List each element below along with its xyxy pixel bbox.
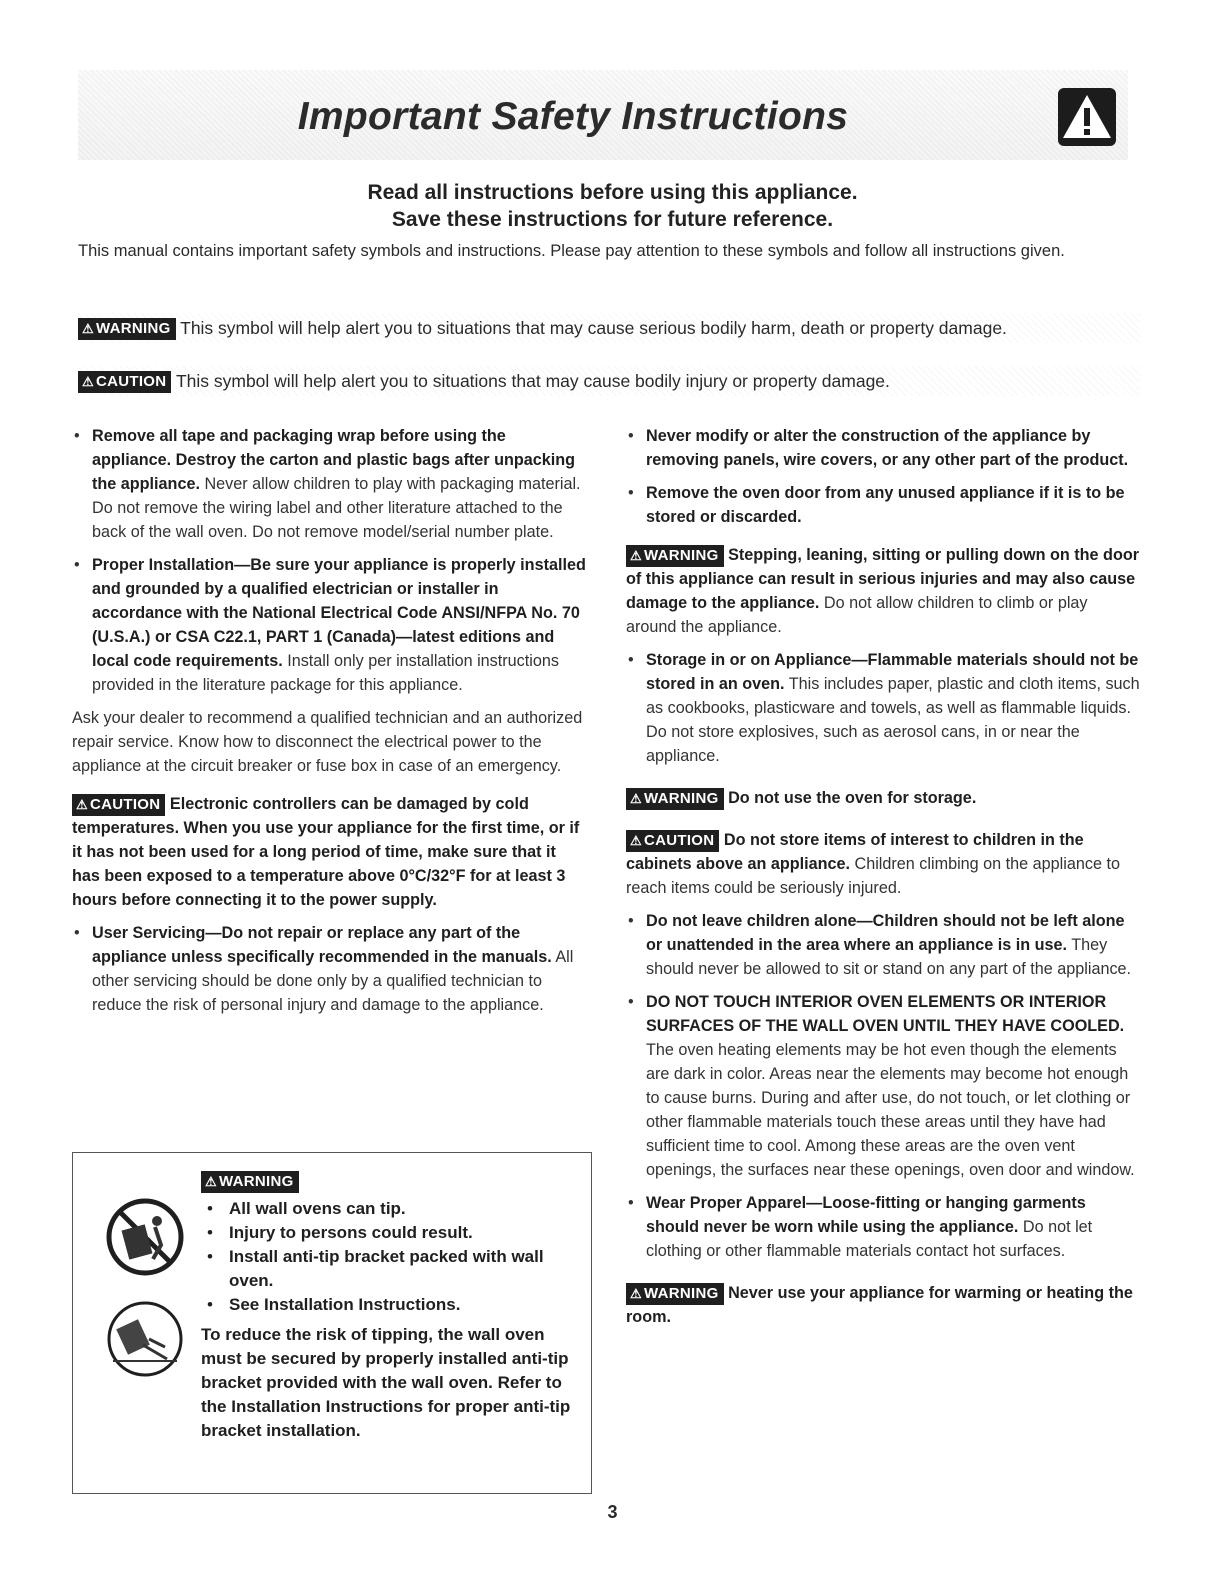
tip-item: • Install anti-tip bracket packed with wall oven.: [201, 1245, 581, 1293]
warning-label: WARNING: [643, 546, 719, 564]
list-item: [626, 1191, 1142, 1263]
warning-text: Stepping, leaning, sitting or pulling down on the door of this appliance can result in serious injuries and may also cause damage to the appliance.: [626, 546, 1140, 612]
warning-description: This symbol will help alert you to situations that may cause serious bodily harm, death or property damage.: [180, 318, 1007, 338]
item-bold: Do not leave children alone—Children should not be left alone or unattended in the area where an appliance is in use.: [646, 912, 1125, 954]
alert-triangle-icon: ⚠: [630, 547, 642, 563]
item-bold: Remove all tape and packaging wrap before using the appliance. Destroy the carton and plastic bags after unpacking the appliance.: [92, 427, 576, 493]
warning-paragraph: [626, 1281, 1142, 1329]
alert-triangle-icon: ⚠: [82, 374, 94, 390]
warning-badge: [626, 788, 724, 810]
caution-label: CAUTION: [95, 373, 167, 391]
tip-item: • See Installation Instructions.: [201, 1293, 581, 1317]
item-text: The oven heating elements may be hot even though the elements are dark in color. Areas near the elements may become hot enough to cause burns. During and after use, do not touch, or let clothing or other flammable materials touch these areas until they have had sufficient time to cool. Among these areas are the oven vent openings, the surfaces near these openings, oven door and window.: [646, 1041, 1135, 1179]
warning-badge: [626, 545, 724, 567]
alert-triangle-icon: ⚠: [630, 790, 642, 806]
warning-symbol-row: [78, 313, 1140, 343]
list-item: [72, 553, 587, 697]
item-bold: Never modify or alter the construction of the appliance by removing panels, wire covers, or any other part of the product.: [646, 427, 1129, 469]
item-text: They should never be allowed to sit or stand on any part of the appliance.: [646, 936, 1132, 978]
alert-triangle-icon: ⚠: [82, 321, 94, 337]
anti-tip-content: [201, 1169, 581, 1443]
alert-triangle-icon: ⚠: [630, 1285, 642, 1301]
intro-text: This manual contains important safety symbols and instructions. Please pay attention to these symbols and follow all instructions given.: [78, 242, 1065, 260]
warning-label: WARNING: [643, 789, 719, 807]
caution-symbol-row: [78, 366, 1140, 396]
caution-label: CAUTION: [89, 795, 161, 813]
alert-triangle-icon: ⚠: [76, 796, 88, 812]
page-title: Important Safety Instructions: [297, 95, 849, 138]
caution-text: Electronic controllers can be damaged by cold temperatures. When you use your appliance for the first time, or if it has not been used for a long period of time, make sure that it has been exposed to a temperature above 0°C/32°F for at least 3 hours before connecting it to the power supply.: [72, 795, 580, 909]
caution-paragraph: [72, 792, 587, 912]
caution-label: CAUTION: [643, 831, 715, 849]
intro-heading-1: Read all instructions before using this appliance.: [367, 181, 858, 204]
caution-subtext: Children climbing on the appliance to reach items could be seriously injured.: [626, 855, 1120, 897]
item-bold: Remove the oven door from any unused appliance if it is to be stored or discarded.: [646, 484, 1125, 526]
page-number: 3: [607, 1502, 618, 1522]
warning-label: WARNING: [95, 320, 171, 338]
left-column: [72, 424, 587, 1026]
paragraph: Ask your dealer to recommend a qualified technician and an authorized repair service. Know how to disconnect the electrical power to the appliance at the circuit breaker or fuse box in case of an emergency.: [72, 709, 583, 775]
item-text: All other servicing should be done only by a qualified technician to reduce the risk of personal injury and damage to the appliance.: [92, 948, 574, 1014]
right-column: [626, 424, 1142, 1338]
title-banner: [78, 70, 1128, 160]
warning-badge: [201, 1171, 299, 1193]
caution-badge: [626, 830, 719, 852]
warning-paragraph: [626, 786, 1142, 810]
caution-badge: [72, 794, 165, 816]
oven-tipping-icon: [105, 1197, 185, 1277]
list-item: [626, 909, 1142, 981]
anti-tip-warning-box: [72, 1152, 592, 1494]
list-item: [72, 921, 587, 1017]
caution-description: This symbol will help alert you to situations that may cause bodily injury or property damage.: [175, 371, 890, 391]
warning-paragraph: [626, 543, 1142, 639]
list-item: [626, 648, 1142, 768]
item-bold: User Servicing—Do not repair or replace any part of the appliance unless specifically recommended in the manuals.: [92, 924, 552, 966]
item-text: Do not let clothing or other flammable materials contact hot surfaces.: [646, 1218, 1093, 1260]
tip-item: • Injury to persons could result.: [201, 1221, 581, 1245]
warning-label: WARNING: [643, 1284, 719, 1302]
tip-item: • All wall ovens can tip.: [201, 1197, 581, 1221]
item-text: This includes paper, plastic and cloth items, such as cookbooks, plasticware and towels, as well as flammable liquids. Do not store explosives, such as aerosol cans, in or near the appliance.: [646, 675, 1140, 765]
warning-badge: [626, 1283, 724, 1305]
item-bold: Proper Installation—Be sure your appliance is properly installed and grounded by a qualified electrician or installer in accordance with the National Electrical Code ANSI/NFPA No. 70 (U.S.A.) or CSA C22.1, PART 1 (Canada)—latest editions and local code requirements.: [92, 556, 586, 670]
caution-badge: [78, 371, 171, 393]
alert-triangle-icon: ⚠: [205, 1173, 217, 1189]
warning-text: Never use your appliance for warming or heating the room.: [626, 1284, 1133, 1326]
warning-subtext: Do not allow children to climb or play around the appliance.: [626, 594, 1088, 636]
item-bold: Wear Proper Apparel—Loose-fitting or hanging garments should never be worn while using the appliance.: [646, 1194, 1086, 1236]
list-item: [626, 481, 1142, 529]
warning-badge: [78, 318, 176, 340]
item-text: Never allow children to play with packaging material. Do not remove the wiring label and other literature attached to the back of the wall oven. Do not remove model/serial number plate.: [92, 475, 581, 541]
warning-exclamation-icon: [1058, 88, 1116, 146]
list-item: [626, 424, 1142, 472]
item-bold: DO NOT TOUCH INTERIOR OVEN ELEMENTS OR INTERIOR SURFACES OF THE WALL OVEN UNTIL THEY HAVE COOLED.: [646, 993, 1125, 1035]
tip-paragraph: To reduce the risk of tipping, the wall oven must be secured by properly installed anti-tip bracket provided with the wall oven. Refer to the Installation Instructions for proper anti-tip bracket installation.: [201, 1325, 571, 1440]
list-item: [72, 424, 587, 544]
alert-triangle-icon: ⚠: [630, 832, 642, 848]
warning-label: WARNING: [218, 1172, 294, 1190]
oven-tipping-over-icon: [105, 1299, 185, 1379]
intro-heading-2: Save these instructions for future reference.: [391, 208, 834, 231]
warning-text: Do not use the oven for storage.: [723, 789, 977, 807]
caution-text: Do not store items of interest to children in the cabinets above an appliance.: [626, 831, 1084, 873]
caution-paragraph: [626, 828, 1142, 900]
item-text: Install only per installation instructions provided in the literature package for this appliance.: [92, 652, 559, 694]
item-bold: Storage in or on Appliance—Flammable materials should not be stored in an oven.: [646, 651, 1139, 693]
list-item: [626, 990, 1142, 1182]
